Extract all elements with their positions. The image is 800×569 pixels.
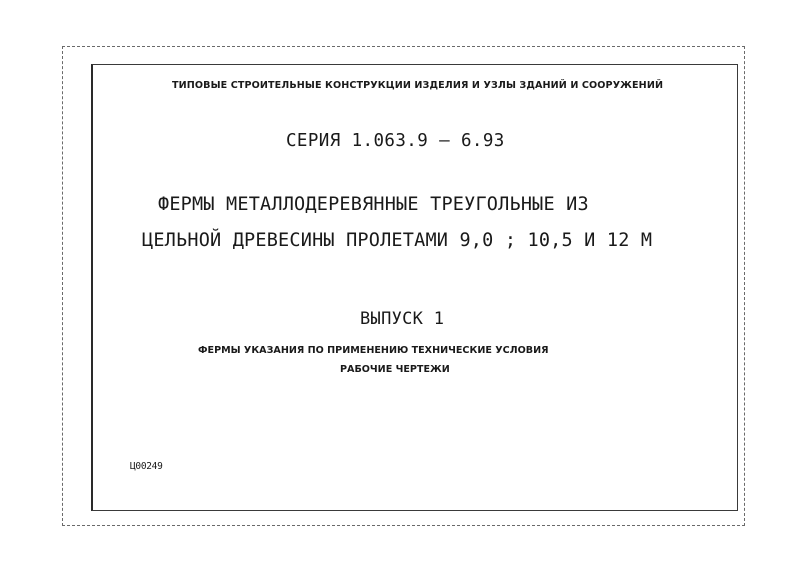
document-code: Ц00249: [130, 461, 163, 472]
series-number: СЕРИЯ 1.063.9 – 6.93: [286, 131, 505, 151]
issue-number: ВЫПУСК 1: [360, 309, 445, 329]
contents-line-2: РАБОЧИЕ ЧЕРТЕЖИ: [340, 364, 450, 375]
contents-line-1: ФЕРМЫ УКАЗАНИЯ ПО ПРИМЕНЕНИЮ ТЕХНИЧЕСКИЕ УСЛОВИЯ: [198, 345, 549, 356]
header-line: ТИПОВЫЕ СТРОИТЕЛЬНЫЕ КОНСТРУКЦИИ ИЗДЕЛИЯ И УЗЛЫ ЗДАНИЙ И СООРУЖЕНИЙ: [172, 80, 664, 91]
title-line-2: ЦЕЛЬНОЙ ДРЕВЕСИНЫ ПРОЛЕТАМИ 9,0 ; 10,5 И 12 М: [142, 230, 653, 251]
title-line-1: ФЕРМЫ МЕТАЛЛОДЕРЕВЯННЫЕ ТРЕУГОЛЬНЫЕ ИЗ: [158, 194, 589, 215]
